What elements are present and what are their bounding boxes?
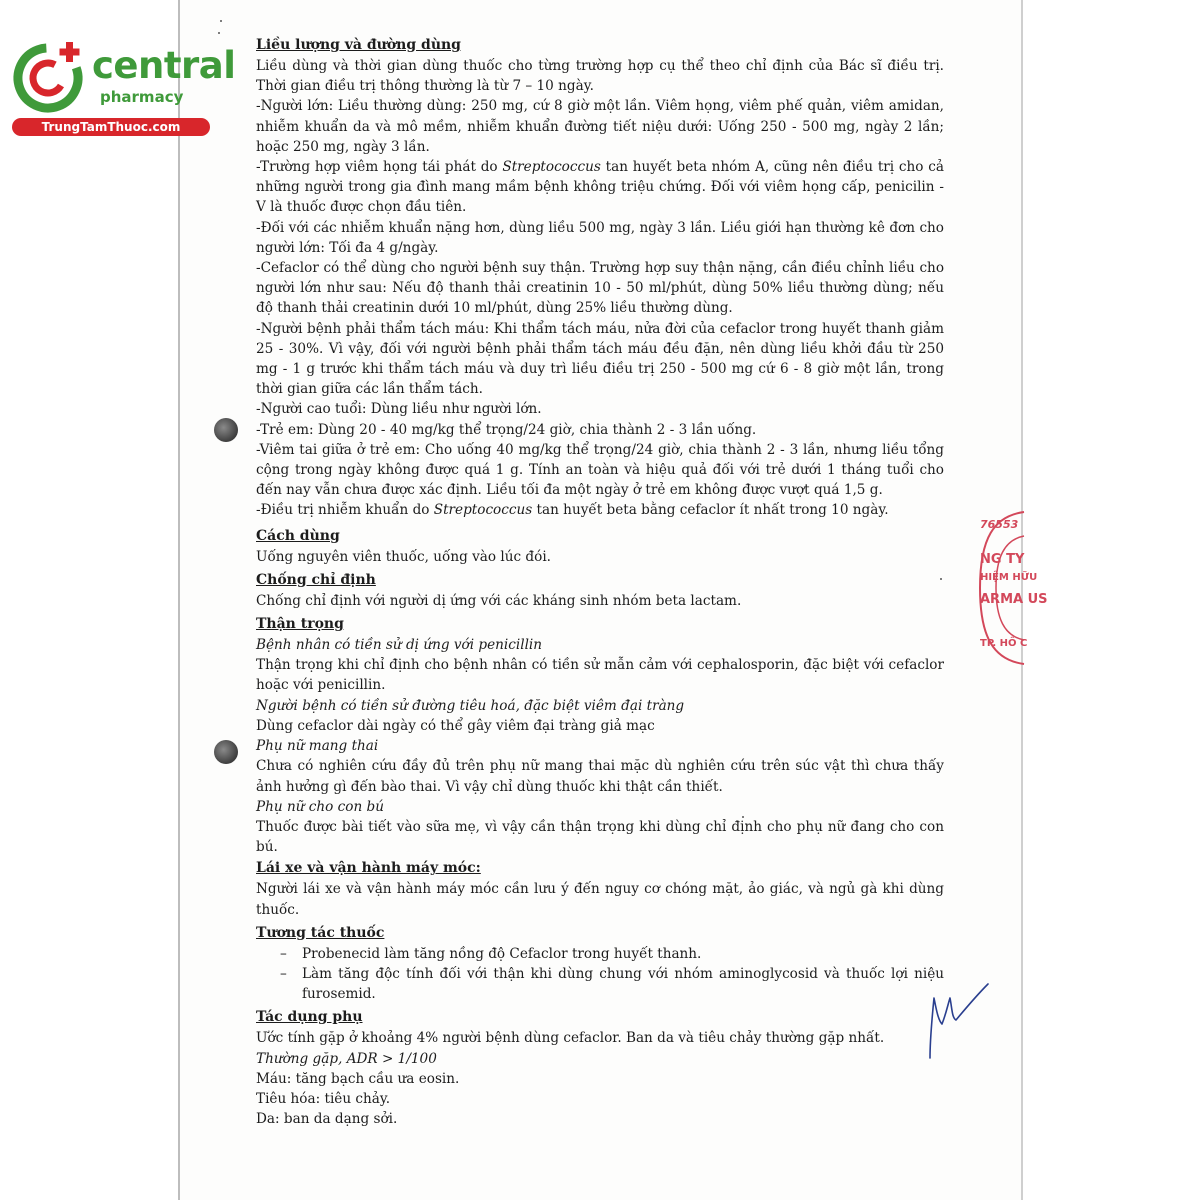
stamp-text: ARMA US	[980, 592, 1048, 607]
paragraph: Dùng cefaclor dài ngày có thể gây viêm đại tràng giả mạc	[256, 717, 655, 734]
paragraph: Người lái xe và vận hành máy móc cần lưu ý đến nguy cơ chóng mặt, ảo giác, và ngủ gà khi dùng thuốc.	[256, 881, 944, 918]
text-span: tan huyết beta nhóm A, cũng nên điều trị cho cả những người trong gia đình mang mầm bệnh không triệu chứng. Đối với viêm họng cấp, penicilin - V là thuốc được chọn đầu tiên.	[256, 159, 944, 216]
subheading: Bệnh nhân có tiền sử dị ứng với penicillin	[256, 637, 543, 654]
subheading: Thường gặp, ADR > 1/100	[256, 1050, 437, 1067]
text-span: -Trường hợp viêm họng tái phát do	[256, 159, 503, 176]
section-heading-usage: Cách dùng	[256, 527, 340, 544]
punch-hole-icon	[214, 418, 238, 442]
scan-background-right	[1023, 0, 1200, 1200]
list-item-text: Probenecid làm tăng nồng độ Cefaclor trong huyết thanh.	[302, 945, 702, 962]
scan-speck	[218, 32, 220, 34]
section-heading-side-effects: Tác dụng phụ	[256, 1009, 363, 1026]
paragraph: Chưa có nghiên cứu đầy đủ trên phụ nữ mang thai mặc dù nghiên cứu trên súc vật thì chưa thấy ảnh hưởng gì đến bào thai. Vì vậy chỉ dùng thuốc khi thật cần thiết.	[256, 758, 944, 795]
paragraph: -Viêm tai giữa ở trẻ em: Cho uống 40 mg/kg thể trọng/24 giờ, chia thành 2 - 3 lần, nhưng liều tổng cộng trong ngày không được quá 1 g. Tính an toàn và hiệu quả đối với trẻ dưới 1 tháng tuổi cho đến nay vẫn chưa được xác định. Liều tối đa một ngày ở trẻ em không được vượt quá 1,5 g.	[256, 441, 944, 499]
stamp-number: 76553	[980, 518, 1019, 531]
list-item-text: Làm tăng độc tính đối với thận khi dùng chung với nhóm aminoglycosid và thuốc lợi niệu furosemid.	[302, 965, 944, 1003]
section-heading-contraindications: Chống chỉ định	[256, 571, 376, 588]
italic-term: Streptococcus	[502, 159, 601, 176]
side-effect-line: Da: ban da dạng sởi.	[256, 1111, 398, 1128]
logo-website-badge: TrungTamThuoc.com	[12, 118, 210, 136]
text-span: -Điều trị nhiễm khuẩn do	[256, 502, 434, 519]
paragraph: -Người cao tuổi: Dùng liều như người lớn.	[256, 401, 542, 418]
section-heading-driving: Lái xe và vận hành máy móc:	[256, 860, 481, 877]
list-item	[256, 964, 944, 1004]
list-dash: –	[280, 965, 287, 982]
side-effect-line: Tiêu hóa: tiêu chảy.	[256, 1090, 391, 1107]
section-heading-interactions: Tương tác thuốc	[256, 924, 385, 941]
scan-background-left	[0, 0, 178, 1200]
section-heading-dosage: Liều lượng và đường dùng	[256, 37, 461, 53]
scan-speck	[220, 20, 222, 22]
paragraph: Ước tính gặp ở khoảng 4% người bệnh dùng cefaclor. Ban da và tiêu chảy thường gặp nhất.	[256, 1030, 885, 1047]
paragraph: -Trẻ em: Dùng 20 - 40 mg/kg thể trọng/24 giờ, chia thành 2 - 3 lần uống.	[256, 421, 757, 438]
paragraph: -Cefaclor có thể dùng cho người bệnh suy thận. Trường hợp suy thận nặng, cần điều chỉnh liều cho người lớn như sau: Nếu độ thanh thải creatinin 10 - 50 ml/phút, dùng 50% liều thường dùng; nếu độ thanh thải creatinin dưới 10 ml/phút, dùng 25% liều thường dùng.	[256, 260, 944, 317]
paragraph: Thuốc được bài tiết vào sữa mẹ, vì vậy cần thận trọng khi dùng chỉ định cho phụ nữ đang cho con bú.	[256, 818, 944, 856]
company-stamp	[974, 508, 1048, 668]
punch-hole-icon	[214, 740, 238, 764]
paragraph: -Người lớn: Liều thường dùng: 250 mg, cứ 8 giờ một lần. Viêm họng, viêm phế quản, viêm amidan, nhiễm khuẩn da và mô mềm, nhiễm khuẩn đường tiết niệu dưới: Uống 250 - 500 mg, ngày 2 lần; hoặc 250 mg, ngày 3 lần.	[256, 98, 944, 155]
signature-icon	[920, 978, 992, 1062]
subheading: Người bệnh có tiền sử đường tiêu hoá, đặc biệt viêm đại tràng	[256, 697, 685, 714]
paragraph: -Người bệnh phải thẩm tách máu: Khi thẩm tách máu, nửa đời của cefaclor trong huyết thanh giảm 25 - 30%. Vì vậy, đối với người bệnh phải thẩm tách máu đều đặn, nên dùng liều khởi đầu từ 250 mg - 1 g trước khi thẩm tách máu và duy trì liều điều trị 250 - 500 mg cứ 6 - 8 giờ một lần, trong thời gian giữa các lần thẩm tách.	[256, 320, 944, 398]
text-span: tan huyết beta bằng cefaclor ít nhất trong 10 ngày.	[532, 502, 889, 519]
paragraph: Uống nguyên viên thuốc, uống vào lúc đói.	[256, 548, 551, 565]
logo-sub-text: pharmacy	[100, 88, 184, 106]
paragraph: Thận trọng khi chỉ định cho bệnh nhân có tiền sử mẫn cảm với cephalosporin, đặc biệt với cefaclor hoặc với penicillin.	[256, 657, 944, 694]
list-dash: –	[280, 945, 287, 962]
list-item	[256, 944, 944, 964]
logo-brand-text: central	[92, 44, 236, 87]
section-heading-precautions: Thận trọng	[256, 616, 344, 633]
paragraph: Liều dùng và thời gian dùng thuốc cho từng trường hợp cụ thể theo chỉ định của Bác sĩ điều trị. Thời gian điều trị thông thường là từ 7 – 10 ngày.	[256, 58, 944, 95]
logo-emblem-icon	[10, 38, 90, 118]
subheading: Phụ nữ mang thai	[256, 738, 379, 755]
paragraph: -Đối với các nhiễm khuẩn nặng hơn, dùng liều 500 mg, ngày 3 lần. Liều giới hạn thường kê đơn cho người lớn: Tối đa 4 g/ngày.	[256, 219, 944, 256]
stamp-text: NG TY	[980, 552, 1025, 567]
subheading: Phụ nữ cho con bú	[256, 798, 385, 815]
stamp-text: TP. HỒ C	[980, 638, 1028, 649]
italic-term: Streptococcus	[433, 502, 533, 519]
document-body	[256, 34, 944, 1129]
paragraph-streptococcus-final	[256, 500, 944, 520]
paragraph: Chống chỉ định với người dị ứng với các kháng sinh nhóm beta lactam.	[256, 592, 742, 609]
stamp-text: HIỆM HỮU	[980, 572, 1038, 583]
central-pharmacy-logo	[10, 38, 236, 138]
paragraph-streptococcus	[256, 157, 944, 218]
side-effect-line: Máu: tăng bạch cầu ưa eosin.	[256, 1070, 460, 1087]
